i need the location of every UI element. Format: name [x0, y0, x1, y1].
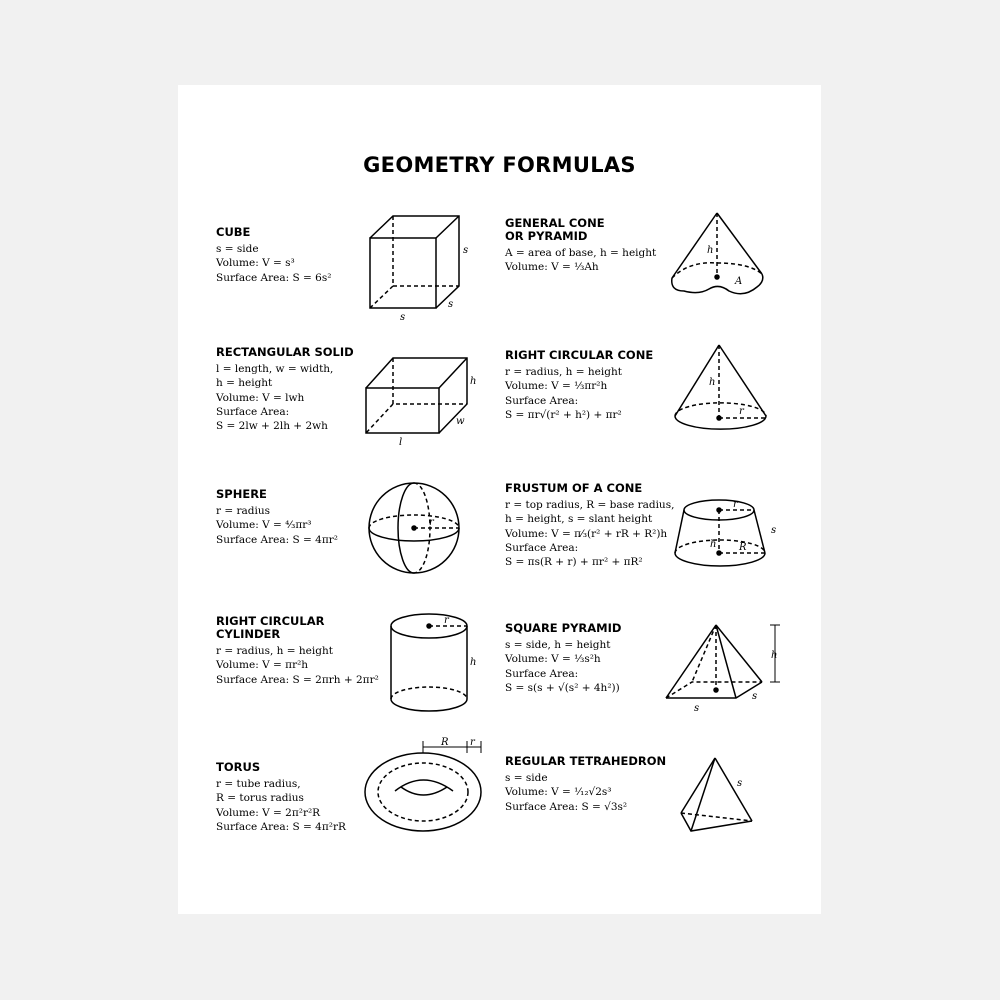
side-label: s: [400, 312, 406, 323]
side-label: s: [737, 778, 743, 789]
side-label: s: [694, 703, 700, 714]
section-heading: CUBE: [216, 225, 251, 239]
poster-title: GEOMETRY FORMULAS: [363, 153, 636, 177]
base-area-label: A: [735, 276, 743, 287]
side-label: s: [448, 299, 454, 310]
formula-line: r = top radius, R = base radius,: [505, 499, 675, 511]
radius-label: r: [429, 517, 434, 528]
section-tetrahedron: [505, 755, 705, 814]
formula-line: h = height, s = slant height: [505, 513, 653, 526]
section-heading: RIGHT CIRCULAR CONE: [505, 348, 654, 362]
cube-diagram: [364, 213, 474, 323]
formula-line: Volume: V = ⁴⁄₃πr³: [216, 519, 312, 532]
cylinder-diagram: [386, 605, 496, 717]
formula-line: s = side: [216, 243, 259, 255]
torus-radius-label: R: [441, 737, 449, 748]
radius-label: r: [739, 406, 744, 417]
side-label: s: [752, 691, 758, 702]
formula-line: Surface Area: S = 6s²: [216, 271, 332, 284]
formula-line: Volume: V = ⅓s²h: [505, 653, 601, 666]
section-heading: RIGHT CIRCULAR CYLINDER: [216, 614, 325, 641]
formula-line: Volume: V = πr²h: [216, 659, 309, 672]
height-label: h: [470, 376, 477, 387]
tube-radius-label: r: [470, 737, 475, 748]
formula-line: Volume: V = 2π²r²R: [216, 806, 321, 819]
formula-line: r = radius, h = height: [216, 645, 333, 657]
formula-line: S = πs(R + r) + πr² + πR²: [505, 556, 643, 569]
sphere-diagram: [367, 480, 463, 576]
general-cone-diagram: [669, 211, 769, 303]
formula-line: Surface Area:: [216, 405, 290, 418]
formula-line: r = radius: [216, 505, 271, 517]
formula-line: l = length, w = width,: [216, 363, 334, 375]
rectangular-solid-diagram: [362, 355, 482, 447]
formula-line: Volume: V = ¹⁄₁₂√2s³: [505, 786, 612, 799]
formula-line: Volume: V = ⅓πr²h: [505, 380, 608, 393]
formula-line: s = side, h = height: [505, 639, 611, 651]
side-label: s: [463, 245, 469, 256]
height-label: h: [707, 245, 714, 256]
formula-line: Surface Area: S = 4π²rR: [216, 820, 346, 833]
top-radius-label: r: [733, 499, 738, 510]
formula-line: S = 2lw + 2lh + 2wh: [216, 420, 328, 433]
formula-line: Volume: V = ⅓Ah: [505, 261, 599, 274]
torus-diagram: [361, 735, 491, 835]
formula-line: Volume: V = π⁄₃(r² + rR + R²)h: [505, 527, 668, 540]
formula-line: s = side: [505, 772, 548, 784]
formula-line: R = torus radius: [216, 792, 304, 805]
formula-line: Surface Area: S = 2πrh + 2πr²: [216, 673, 379, 686]
section-heading: SPHERE: [216, 487, 267, 501]
height-label: h: [709, 377, 716, 388]
formula-line: Surface Area:: [505, 667, 579, 680]
formula-line: Volume: V = lwh: [216, 391, 305, 404]
section-heading: SQUARE PYRAMID: [505, 621, 622, 635]
formula-line: Surface Area: S = √3s²: [505, 800, 628, 813]
height-label: h: [710, 539, 717, 550]
formula-line: r = tube radius,: [216, 778, 301, 790]
formula-line: S = s(s + √(s² + 4h²)): [505, 681, 620, 694]
section-heading: FRUSTUM OF A CONE: [505, 481, 643, 495]
base-radius-label: R: [739, 542, 747, 553]
formula-line: Surface Area:: [505, 394, 579, 407]
frustum-diagram: [673, 497, 783, 579]
length-label: l: [399, 437, 403, 448]
formula-line: Surface Area: S = 4πr²: [216, 533, 338, 546]
section-heading: TORUS: [216, 760, 261, 774]
formula-line: S = πr√(r² + h²) + πr²: [505, 408, 622, 421]
section-heading: GENERAL CONE OR PYRAMID: [505, 216, 605, 243]
section-heading: RECTANGULAR SOLID: [216, 345, 354, 359]
height-label: h: [771, 650, 778, 661]
formula-line: Surface Area:: [505, 541, 579, 554]
right-circular-cone-diagram: [672, 343, 772, 437]
radius-label: r: [444, 615, 449, 626]
formula-line: Volume: V = s³: [216, 257, 295, 270]
width-label: w: [456, 416, 465, 427]
formula-line: A = area of base, h = height: [505, 247, 657, 259]
section-heading: REGULAR TETRAHEDRON: [505, 754, 667, 768]
height-label: h: [470, 657, 477, 668]
tetrahedron-diagram: [679, 755, 759, 835]
formula-line: h = height: [216, 377, 273, 390]
formula-poster: [178, 85, 821, 914]
slant-label: s: [771, 525, 777, 536]
formula-line: r = radius, h = height: [505, 366, 622, 378]
square-pyramid-diagram: [664, 622, 788, 712]
